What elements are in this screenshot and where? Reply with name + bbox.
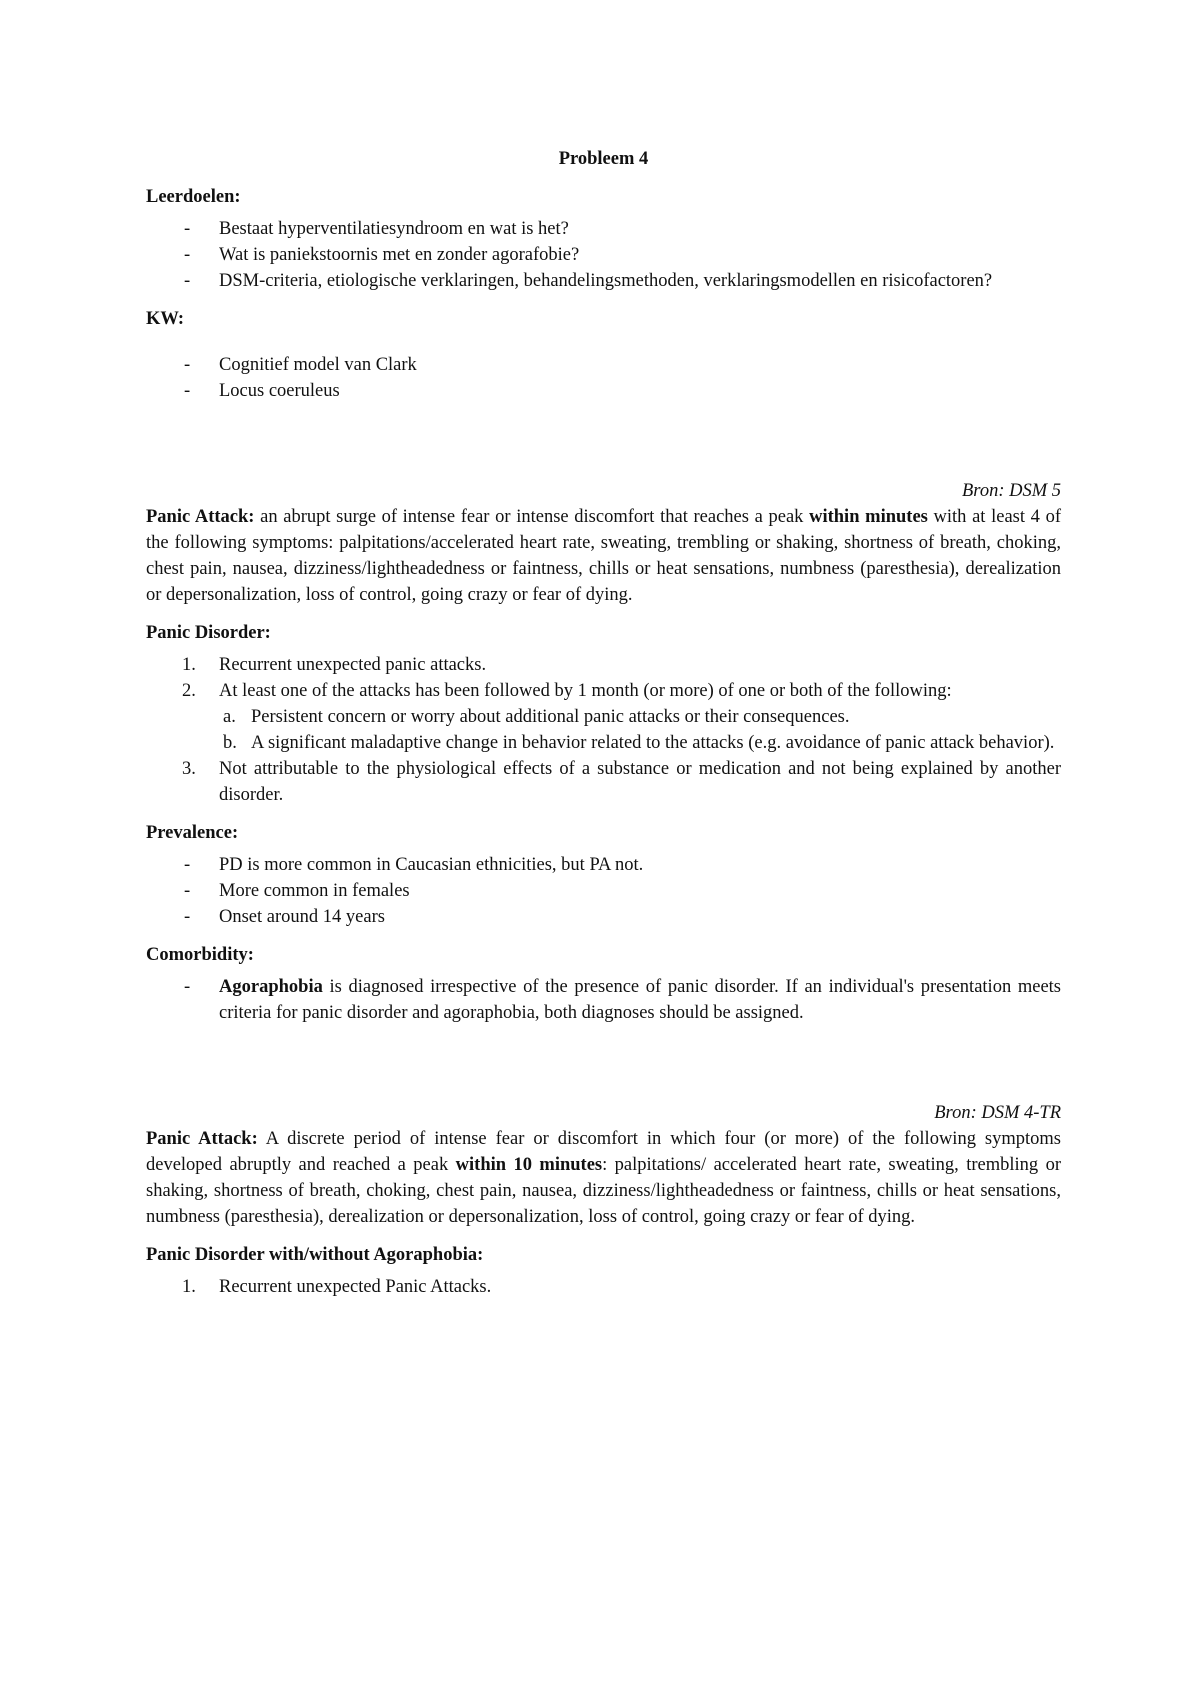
agoraphobia-label: Agoraphobia bbox=[219, 977, 323, 997]
page-title: Probleem 4 bbox=[558, 149, 649, 169]
list-item: - More common in females bbox=[146, 878, 1061, 904]
criterion-item bbox=[146, 652, 1061, 678]
list-item: - Bestaat hyperventilatiesyndroom en wat is het? bbox=[146, 216, 1061, 242]
list-item: - Onset around 14 years bbox=[146, 904, 1061, 930]
leerdoelen-heading: Leerdoelen: bbox=[146, 187, 241, 207]
emphasis-text: within 10 minutes bbox=[455, 1155, 603, 1175]
criterion-text: Not attributable to the physiological effects of a substance or medication and not being explained by another disorder. bbox=[219, 759, 1061, 805]
panic-attack-label: Panic Attack: bbox=[146, 507, 255, 527]
leerdoelen-list bbox=[146, 216, 1061, 294]
list-marker: 3. bbox=[182, 759, 196, 779]
sub-criterion-item bbox=[219, 730, 1061, 756]
prevalence-heading: Prevalence: bbox=[146, 823, 239, 843]
dsm5-panic-attack-paragraph bbox=[146, 504, 1061, 608]
list-item: - Wat is paniekstoornis met en zonder agorafobie? bbox=[146, 242, 1061, 268]
paragraph-text: A discrete period of intense fear or discomfort in which four (or more) of the following symptoms developed abruptly and reached a peak bbox=[146, 1129, 1061, 1175]
list-marker: b. bbox=[223, 733, 237, 753]
list-item: - DSM-criteria, etiologische verklaringen, behandelingsmethoden, verklaringsmodellen en risicofactoren? bbox=[146, 268, 1061, 294]
sub-criterion-item bbox=[219, 704, 1061, 730]
source-dsm5: Bron: DSM 5 bbox=[962, 481, 1061, 501]
panic-disorder-criteria bbox=[146, 652, 1061, 808]
paragraph-text: with at least 4 of the following symptoms: palpitations/accelerated heart rate, sweating, trembling or shaking, shortness of breath, choking, chest pain, nausea, dizziness/lightheadedness or faintness, chills or heat sensations, numbness (paresthesia), derealization or depersonalization, loss of control, going crazy or fear of dying. bbox=[146, 507, 1062, 605]
comorbidity-list bbox=[146, 974, 1061, 1026]
kw-heading: KW: bbox=[146, 309, 185, 329]
paragraph-text: an abrupt surge of intense fear or intense discomfort that reaches a peak bbox=[254, 507, 810, 527]
criterion-item bbox=[146, 1274, 1061, 1300]
panic-disorder-agoraphobia-heading: Panic Disorder with/without Agoraphobia: bbox=[146, 1245, 484, 1265]
sub-criterion-text: Persistent concern or worry about additional panic attacks or their consequences. bbox=[251, 707, 850, 727]
criterion-text: Recurrent unexpected Panic Attacks. bbox=[219, 1277, 492, 1297]
panic-disorder-heading: Panic Disorder: bbox=[146, 623, 271, 643]
source-dsm4: Bron: DSM 4-TR bbox=[934, 1103, 1061, 1123]
prevalence-list bbox=[146, 852, 1061, 930]
sub-criteria bbox=[219, 704, 1061, 756]
dsm4-panic-attack-paragraph bbox=[146, 1126, 1061, 1230]
criterion-text: At least one of the attacks has been followed by 1 month (or more) of one or both of the following: bbox=[219, 681, 952, 701]
list-marker: 1. bbox=[182, 655, 196, 675]
list-item: - Locus coeruleus bbox=[146, 378, 1061, 404]
list-marker: 2. bbox=[182, 681, 196, 701]
list-marker: 1. bbox=[182, 1277, 196, 1297]
list-item-text: is diagnosed irrespective of the presence of panic disorder. If an individual's presentation meets criteria for panic disorder and agoraphobia, both diagnoses should be assigned. bbox=[219, 977, 1061, 1023]
criterion-item bbox=[146, 756, 1061, 808]
panic-disorder-agoraphobia-criteria bbox=[146, 1274, 1061, 1300]
panic-attack-label: Panic Attack: bbox=[146, 1129, 258, 1149]
document-content bbox=[146, 146, 1061, 1300]
kw-list bbox=[146, 352, 1061, 404]
criterion-item bbox=[146, 678, 1061, 756]
criterion-text: Recurrent unexpected panic attacks. bbox=[219, 655, 487, 675]
list-item: - Cognitief model van Clark bbox=[146, 352, 1061, 378]
sub-criterion-text: A significant maladaptive change in behavior related to the attacks (e.g. avoidance of panic attack behavior). bbox=[251, 733, 1055, 753]
emphasis-text: within minutes bbox=[809, 507, 928, 527]
list-item: - PD is more common in Caucasian ethnicities, but PA not. bbox=[146, 852, 1061, 878]
comorbidity-heading: Comorbidity: bbox=[146, 945, 254, 965]
list-item bbox=[146, 974, 1061, 1026]
list-marker: a. bbox=[223, 707, 236, 727]
paragraph-text: : palpitations/ accelerated heart rate, sweating, trembling or shaking, shortness of breath, choking, chest pain, nausea, dizziness/lightheadedness or faintness, chills or heat sensations, numbness (paresthesia), derealization or depersonalization, loss of control, going crazy or fear of dying. bbox=[146, 1155, 1061, 1227]
